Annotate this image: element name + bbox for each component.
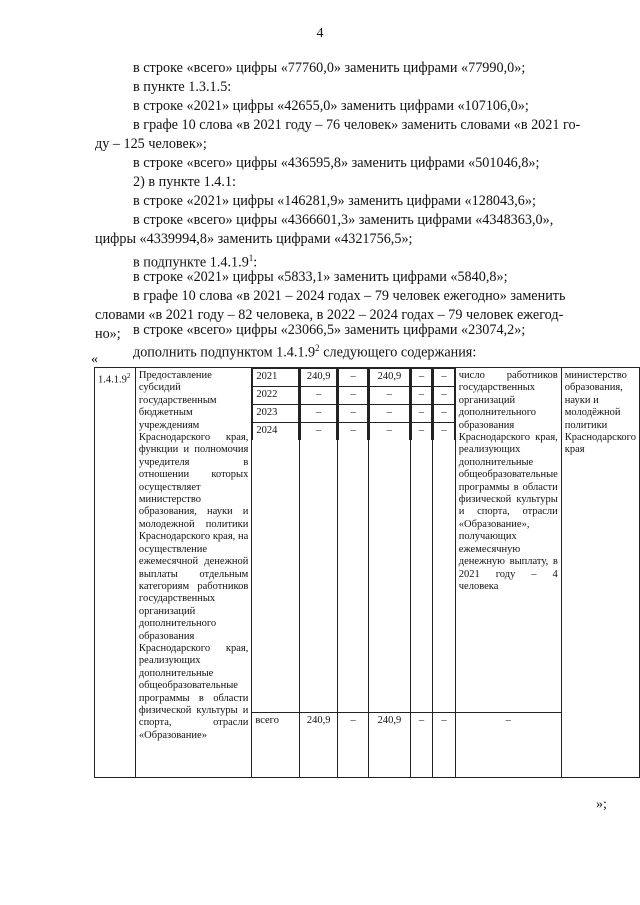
total-2022: – xyxy=(301,387,337,405)
line-17 xyxy=(133,339,476,362)
col-other xyxy=(433,368,456,713)
c1-2024: – xyxy=(339,423,368,441)
line-11-suffix: : xyxy=(253,254,258,271)
opening-quote: « xyxy=(91,352,98,367)
line-17-text: дополнить подпунктом 1.4.1.9 xyxy=(133,344,316,361)
line-13: в графе 10 слова «в 2021 – 2024 годах – 79 человек ежегодно» заменить xyxy=(133,288,566,304)
item-sup: 2 xyxy=(126,372,131,380)
c3-2022: – xyxy=(411,387,432,405)
totals-result: – xyxy=(455,713,561,778)
total-cell xyxy=(300,368,338,713)
c4-2021: – xyxy=(434,369,455,387)
totals-c3: – xyxy=(410,713,433,778)
result-cell: число работников государственных организаций дополнительного образования Краснодарского края, реализующих дополнительные общеобразовательные программы в области физической культуры и спорта, отрасли «Образование», получающих ежемесячную денежную выплату, в 2021 году – 4 человека xyxy=(455,368,561,713)
year-2023: 2023 xyxy=(253,405,299,423)
executor-cell: министерство образования, науки и молодёжной политики Краснодарского края xyxy=(561,368,639,778)
line-16: в строке «всего» цифры «23066,5» заменить цифрами «23074,2»; xyxy=(133,322,526,338)
line-6: в строке «всего» цифры «436595,8» заменить цифрами «501046,8»; xyxy=(133,155,540,171)
year-2022: 2022 xyxy=(253,387,299,405)
totals-c2: 240,9 xyxy=(369,713,411,778)
superscript-2: 2 xyxy=(315,343,320,353)
item-number: 1.4.1.9 xyxy=(98,374,127,386)
c1-2023: – xyxy=(339,405,368,423)
total-2021: 240,9 xyxy=(301,369,337,387)
line-15: но»; xyxy=(95,326,121,342)
line-4: в графе 10 слова «в 2021 году – 76 человек» заменить словами «в 2021 го- xyxy=(133,117,581,133)
line-12: в строке «2021» цифры «5833,1» заменить цифрами «5840,8»; xyxy=(133,269,508,285)
c3-2023: – xyxy=(411,405,432,423)
c2-2023: – xyxy=(370,405,410,423)
c1-2022: – xyxy=(339,387,368,405)
c4-2024: – xyxy=(434,423,455,441)
line-10: цифры «4339994,8» заменить цифрами «4321756,5»; xyxy=(95,231,413,247)
line-9: в строке «всего» цифры «4366601,3» заменить цифрами «4348363,0», xyxy=(133,212,554,228)
page-number: 4 xyxy=(316,26,324,41)
years-cell xyxy=(252,368,300,713)
line-1: в строке «всего» цифры «77760,0» заменить цифрами «77990,0»; xyxy=(133,60,526,76)
table-row xyxy=(95,368,640,713)
year-2024: 2024 xyxy=(253,423,299,441)
c2-2022: – xyxy=(370,387,410,405)
c3-2021: – xyxy=(411,369,432,387)
totals-total: 240,9 xyxy=(300,713,338,778)
col-federal xyxy=(338,368,369,713)
totals-c4: – xyxy=(433,713,456,778)
item-number-cell xyxy=(95,368,136,778)
line-8: в строке «2021» цифры «146281,9» заменить цифрами «128043,6»; xyxy=(133,193,536,209)
program-table xyxy=(94,367,640,778)
description-cell: Предоставление субсидий государственным бюджетным учреждениям Краснодарского края, функции и полномочия учредителя в отношении которых осуществляет министерство образования, науки и молодежной политики Краснодарского края, на осуществление ежемесячной денежной выплаты отдельным категориям работников государственных организаций дополнительного образования Краснодарского края, реализующих дополнительные общеобразовательные программы в области физической культуры и спорта, отрасли «Образование» xyxy=(135,368,251,778)
c2-2021: 240,9 xyxy=(370,369,410,387)
line-14: словами «в 2021 году – 82 человека, в 2022 – 2024 годах – 79 человек ежегод- xyxy=(95,307,564,323)
c2-2024: – xyxy=(370,423,410,441)
superscript: 1 xyxy=(248,253,254,263)
totals-c1: – xyxy=(338,713,369,778)
totals-label: всего xyxy=(252,713,300,778)
c4-2023: – xyxy=(434,405,455,423)
c3-2024: – xyxy=(411,423,432,441)
line-17-suffix: следующего содержания: xyxy=(319,344,477,361)
total-2024: – xyxy=(301,423,337,441)
col-local xyxy=(410,368,433,713)
closing-quote: »; xyxy=(596,797,607,812)
line-3: в строке «2021» цифры «42655,0» заменить цифрами «107106,0»; xyxy=(133,98,529,114)
line-2: в пункте 1.3.1.5: xyxy=(133,79,232,95)
c1-2021: – xyxy=(339,369,368,387)
year-2021: 2021 xyxy=(253,369,299,387)
total-2023: – xyxy=(301,405,337,423)
line-7: 2) в пункте 1.4.1: xyxy=(133,174,236,190)
line-5: ду – 125 человек»; xyxy=(95,136,207,152)
c4-2022: – xyxy=(434,387,455,405)
line-11-text: в подпункте 1.4.1.9 xyxy=(133,254,249,271)
col-regional xyxy=(369,368,411,713)
